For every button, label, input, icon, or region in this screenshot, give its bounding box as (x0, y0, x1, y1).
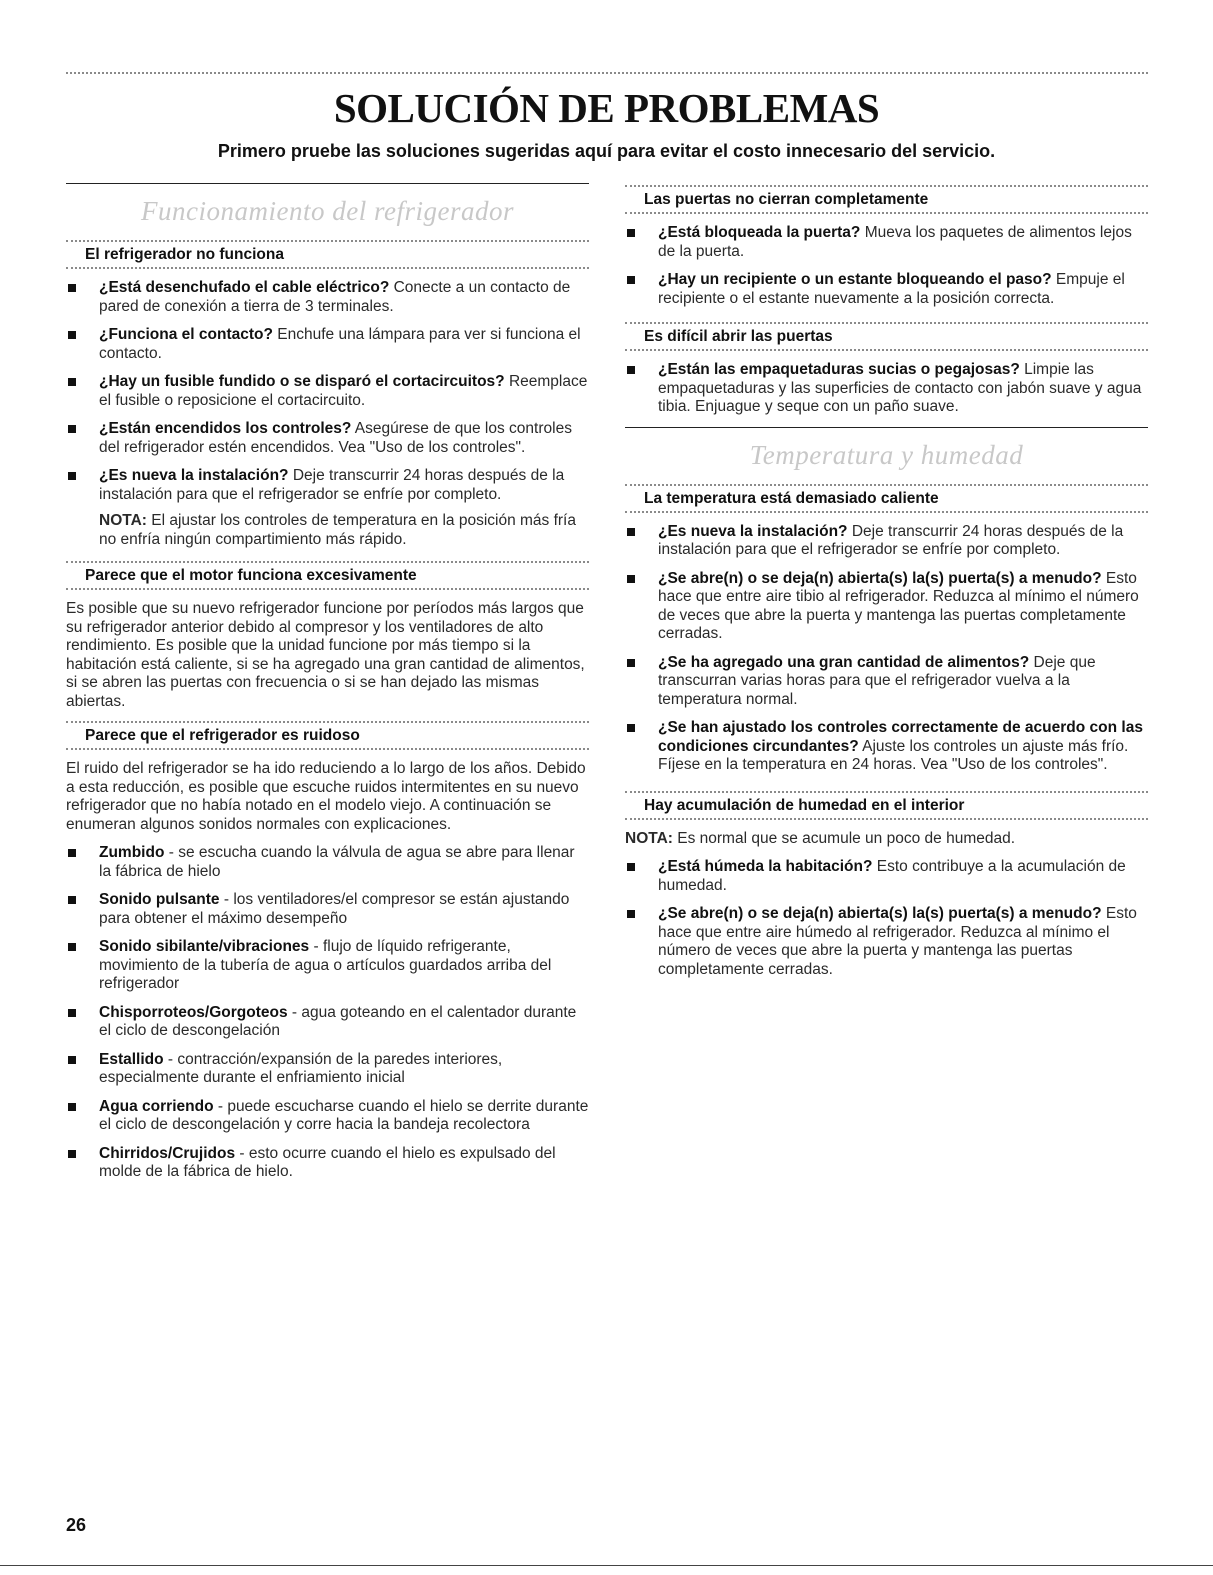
bullet-icon (627, 366, 635, 374)
subsection-puertas-no-cierran (625, 185, 1148, 308)
dotted-rule (66, 748, 589, 750)
bullet-icon (627, 229, 635, 237)
bullet-icon (68, 896, 76, 904)
section-title-temperatura: Temperatura y humedad (749, 439, 1024, 470)
list-item: Chirridos/Crujidos - esto ocurre cuando el hielo es expulsado del molde de la fábrica de hielo. (66, 1145, 589, 1182)
item-list (625, 858, 1148, 979)
top-dotted-rule (66, 72, 1148, 74)
bullet-icon (627, 276, 635, 284)
bullet-icon (627, 659, 635, 667)
right-column (625, 183, 1148, 989)
bullet-icon (68, 1150, 76, 1158)
bullet-icon (627, 575, 635, 583)
subsection-heading: Las puertas no cierran completamente (644, 191, 929, 208)
list-item: ¿Hay un recipiente o un estante bloqueando el paso? Empuje el recipiente o el estante nuevamente a la posición correcta. (625, 271, 1148, 308)
list-item: ¿Se abre(n) o se deja(n) abierta(s) la(s) puerta(s) a menudo? Esto hace que entre aire tibio al refrigerador. Reduzca al mínimo el número de veces que abre la puerta y mantenga las puertas completamente cerradas. (625, 570, 1148, 644)
bullet-icon (627, 528, 635, 536)
item-list (625, 361, 1148, 417)
subsection-heading: Parece que el refrigerador es ruidoso (85, 727, 360, 744)
dotted-rule (625, 349, 1148, 351)
subsection-dificil-abrir (625, 322, 1148, 417)
list-item: ¿Es nueva la instalación? Deje transcurrir 24 horas después de la instalación para que el refrigerador se enfríe por completo. (625, 523, 1148, 560)
note: NOTA: El ajustar los controles de temperatura en la posición más fría no enfría ningún compartimiento más rápido. (99, 512, 576, 548)
subsection-heading: Es difícil abrir las puertas (644, 328, 833, 345)
bullet-icon (68, 331, 76, 339)
list-item: ¿Se ha agregado una gran cantidad de alimentos? Deje que transcurran varias horas para que el refrigerador vuelva a la temperatura normal. (625, 654, 1148, 710)
item-list (66, 844, 589, 1182)
list-item: ¿Está húmeda la habitación? Esto contribuye a la acumulación de humedad. (625, 858, 1148, 895)
list-item: ¿Están encendidos los controles? Asegúrese de que los controles del refrigerador estén encendidos. Vea "Uso de los controles". (66, 420, 589, 457)
dotted-rule (625, 818, 1148, 820)
list-item: ¿Es nueva la instalación? Deje transcurrir 24 horas después de la instalación para que el refrigerador se enfríe por completo. (66, 467, 589, 504)
subsection-heading: Parece que el motor funciona excesivamente (85, 567, 417, 584)
bullet-icon (68, 425, 76, 433)
list-item: Zumbido - se escucha cuando la válvula de agua se abre para llenar la fábrica de hielo (66, 844, 589, 881)
subsection-heading: Hay acumulación de humedad en el interior (644, 796, 965, 814)
page-subtitle: Primero pruebe las soluciones sugeridas aquí para evitar el costo innecesario del servicio. (217, 141, 996, 161)
list-item: ¿Se han ajustado los controles correctamente de acuerdo con las condiciones circundantes? Ajuste los controles un ajuste más frío. Fíjese en la temperatura en 24 horas. Vea "Uso de los controles". (625, 719, 1148, 775)
left-column (66, 183, 589, 1192)
bullet-icon (68, 1009, 76, 1017)
bullet-icon (627, 910, 635, 918)
list-item: Agua corriendo - puede escucharse cuando el hielo se derrite durante el ciclo de descongelación y corre hacia la bandeja recolectora (66, 1098, 589, 1135)
dotted-rule (66, 267, 589, 269)
list-item: ¿Están las empaquetaduras sucias o pegajosas? Limpie las empaquetaduras y las superficies de contacto con jabón suave y agua tibia. Enjuague y seque con un paño suave. (625, 361, 1148, 417)
item-list (625, 224, 1148, 308)
subsection-no-funciona (66, 240, 589, 549)
item-list (625, 523, 1148, 775)
subsection-heading: El refrigerador no funciona (85, 246, 284, 263)
subsection-temperatura-caliente (625, 484, 1148, 775)
note: NOTA: Es normal que se acumule un poco de humedad. (625, 829, 1016, 847)
item-list (66, 279, 589, 504)
bullet-icon (68, 849, 76, 857)
list-item: Chisporroteos/Gorgoteos - agua goteando en el calentador durante el ciclo de descongelación (66, 1004, 589, 1041)
bullet-icon (68, 943, 76, 951)
dotted-rule (66, 588, 589, 590)
bullet-icon (68, 1056, 76, 1064)
paragraph: Es posible que su nuevo refrigerador funcione por períodos más largos que su refrigerador anterior debido al compresor y los ventiladores de alto rendimiento. Es posible que la unidad funcione por más tiempo si la habitación está caliente, si se ha agregado una gran cantidad de alimentos, si se abren las puertas con frecuencia o si se han dejado las mismas abiertas. (66, 600, 585, 710)
list-item: ¿Hay un fusible fundido o se disparó el cortacircuitos? Reemplace el fusible o reposicione el cortacircuito. (66, 373, 589, 410)
subsection-ruidoso (66, 721, 589, 1182)
subsection-motor (66, 561, 589, 711)
page-number: 26 (66, 1515, 87, 1535)
bullet-icon (68, 284, 76, 292)
list-item: Sonido pulsante - los ventiladores/el compresor se están ajustando para obtener el máximo desempeño (66, 891, 589, 928)
list-item: ¿Se abre(n) o se deja(n) abierta(s) la(s) puerta(s) a menudo? Esto hace que entre aire húmedo al refrigerador. Reduzca al mínimo el número de veces que abre la puerta y mantenga las puertas completamente cerradas. (625, 905, 1148, 979)
page-title: SOLUCIÓN DE PROBLEMAS (333, 85, 880, 131)
list-item: Sonido sibilante/vibraciones - flujo de líquido refrigerante, movimiento de la tubería de agua o artículos guardados arriba del refrigerador (66, 938, 589, 994)
list-item: Estallido - contracción/expansión de la paredes interiores, especialmente durante el enfriamiento inicial (66, 1051, 589, 1088)
list-item: ¿Funciona el contacto? Enchufe una lámpara para ver si funciona el contacto. (66, 326, 589, 363)
bullet-icon (68, 1103, 76, 1111)
list-item: ¿Está desenchufado el cable eléctrico? Conecte a un contacto de pared de conexión a tierra de 3 terminales. (66, 279, 589, 316)
subsection-humedad (625, 791, 1148, 980)
subsection-heading: La temperatura está demasiado caliente (644, 489, 939, 507)
bullet-icon (68, 472, 76, 480)
dotted-rule (625, 511, 1148, 513)
list-item: ¿Está bloqueada la puerta? Mueva los paquetes de alimentos lejos de la puerta. (625, 224, 1148, 261)
section-rule (66, 183, 589, 184)
bullet-icon (68, 378, 76, 386)
section-title-funcionamiento: Funcionamiento del refrigerador (141, 196, 514, 226)
footer-rule (0, 1565, 1213, 1566)
section-rule (625, 427, 1148, 428)
paragraph: El ruido del refrigerador se ha ido reduciendo a lo largo de los años. Debido a esta reducción, es posible que escuche ruidos intermitentes en su nuevo refrigerador que no había notado en el modelo viejo. A continuación se enumeran algunos sonidos normales con explicaciones. (66, 760, 586, 833)
bullet-icon (627, 863, 635, 871)
bullet-icon (627, 724, 635, 732)
dotted-rule (625, 212, 1148, 214)
